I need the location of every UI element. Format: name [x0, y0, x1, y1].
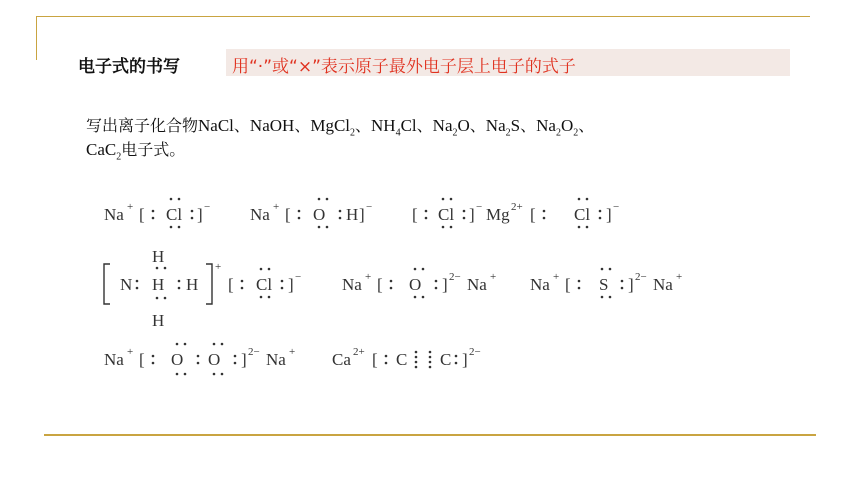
formula-nh4cl	[104, 247, 301, 330]
na-symbol: Na	[530, 275, 550, 294]
formula-na2o2	[104, 343, 295, 376]
definition-banner	[226, 49, 790, 76]
n-symbol: H	[152, 275, 165, 294]
cl-symbol: Cl	[166, 205, 183, 224]
h-symbol: H	[152, 247, 165, 266]
bracket-close: ]	[197, 205, 203, 224]
separator: 、	[469, 116, 486, 135]
mg-symbol: Mg	[486, 205, 510, 224]
separator: 、	[416, 116, 433, 135]
na-symbol: Na	[653, 275, 673, 294]
charge: −	[295, 271, 302, 283]
charge: +	[273, 201, 280, 213]
bracket-close: ]	[606, 205, 612, 224]
s-symbol: S	[599, 275, 609, 294]
charge: −	[366, 201, 373, 213]
na-symbol: Na	[104, 205, 124, 224]
charge: +	[289, 346, 296, 358]
na-symbol: Na	[104, 350, 124, 369]
bracket-open: [	[228, 275, 234, 294]
charge: 2−	[248, 346, 260, 358]
definition-text: 用“·”或“×”表示原子最外电子层上电子的式子	[232, 57, 576, 77]
bracket-close: ]	[462, 350, 468, 369]
separator: 、	[294, 116, 311, 135]
o-symbol: O	[313, 205, 326, 224]
h-symbol: H	[186, 275, 199, 294]
task-suffix: 电子式。	[121, 140, 186, 159]
o-symbol: O	[171, 350, 184, 369]
h-symbol: N	[120, 275, 133, 294]
bracket-close: ]	[442, 275, 448, 294]
cl-symbol: Cl	[438, 205, 455, 224]
formula-cac2	[332, 346, 481, 369]
separator: 、	[233, 116, 250, 135]
na-symbol: Na	[266, 350, 286, 369]
compound-naoh: NaOH	[249, 116, 295, 135]
charge: +	[490, 271, 497, 283]
separator: 、	[578, 116, 595, 135]
electron-formula-drawing	[100, 190, 720, 390]
bracket-open: [	[377, 275, 383, 294]
charge: 2−	[635, 271, 647, 283]
na-symbol: Na	[467, 275, 487, 294]
formula-mgcl2	[412, 198, 619, 229]
bracket-open: [	[372, 350, 378, 369]
electron-formula-figure	[100, 190, 720, 390]
charge: +	[365, 271, 372, 283]
cl-symbol: Cl	[574, 205, 591, 224]
bracket-close: ]	[628, 275, 634, 294]
bracket-open: [	[530, 205, 536, 224]
o-symbol: O	[409, 275, 422, 294]
charge: 2−	[469, 346, 481, 358]
o-symbol: O	[208, 350, 221, 369]
h-symbol: H	[152, 311, 165, 330]
bracket-open: [	[412, 205, 418, 224]
compound-na2o: $Na_2O$	[432, 116, 470, 139]
bracket-open: [	[139, 350, 145, 369]
charge: −	[476, 201, 483, 213]
left-rule	[36, 16, 37, 60]
ca-symbol: Ca	[332, 350, 351, 369]
charge: +	[127, 346, 134, 358]
task-text	[86, 114, 776, 162]
formula-na2o	[342, 268, 496, 299]
compound-nh4cl: $NH_4Cl$	[371, 116, 417, 139]
bracket-close: ]	[241, 350, 247, 369]
charge: +	[127, 201, 134, 213]
compound-nacl: NaCl	[198, 116, 234, 135]
bracket-open: [	[139, 205, 145, 224]
charge: +	[215, 261, 222, 273]
separator: 、	[355, 116, 372, 135]
top-rule	[36, 16, 810, 17]
charge: 2+	[353, 346, 365, 358]
bracket-close: ]	[359, 205, 365, 224]
c-symbol: C	[396, 350, 408, 369]
separator: 、	[520, 116, 537, 135]
compound-na2s: $Na_2S$	[485, 116, 521, 139]
section-heading: 电子式的书写	[78, 57, 180, 77]
compound-cac2: CaC$_2$	[86, 140, 122, 163]
cl-symbol: Cl	[256, 275, 273, 294]
bracket-close: ]	[469, 205, 475, 224]
c-symbol: C	[440, 350, 452, 369]
h-symbol: H	[346, 205, 359, 224]
bottom-rule	[44, 434, 816, 436]
formula-na2s	[530, 268, 682, 299]
charge: −	[613, 201, 620, 213]
bracket-open: [	[285, 205, 291, 224]
na-symbol: Na	[342, 275, 362, 294]
charge: −	[204, 201, 211, 213]
bracket-open: [	[565, 275, 571, 294]
charge: +	[676, 271, 683, 283]
charge: +	[553, 271, 560, 283]
compound-na2o2: $Na_2O_2$	[536, 116, 579, 139]
formula-nacl	[104, 198, 210, 229]
bracket-close: ]	[288, 275, 294, 294]
na-symbol: Na	[250, 205, 270, 224]
charge: 2+	[511, 201, 523, 213]
formula-naoh	[250, 198, 372, 229]
charge: 2−	[449, 271, 461, 283]
compound-mgcl2: MgCl$_2$	[310, 116, 356, 139]
task-prefix: 写出离子化合物	[86, 116, 199, 135]
